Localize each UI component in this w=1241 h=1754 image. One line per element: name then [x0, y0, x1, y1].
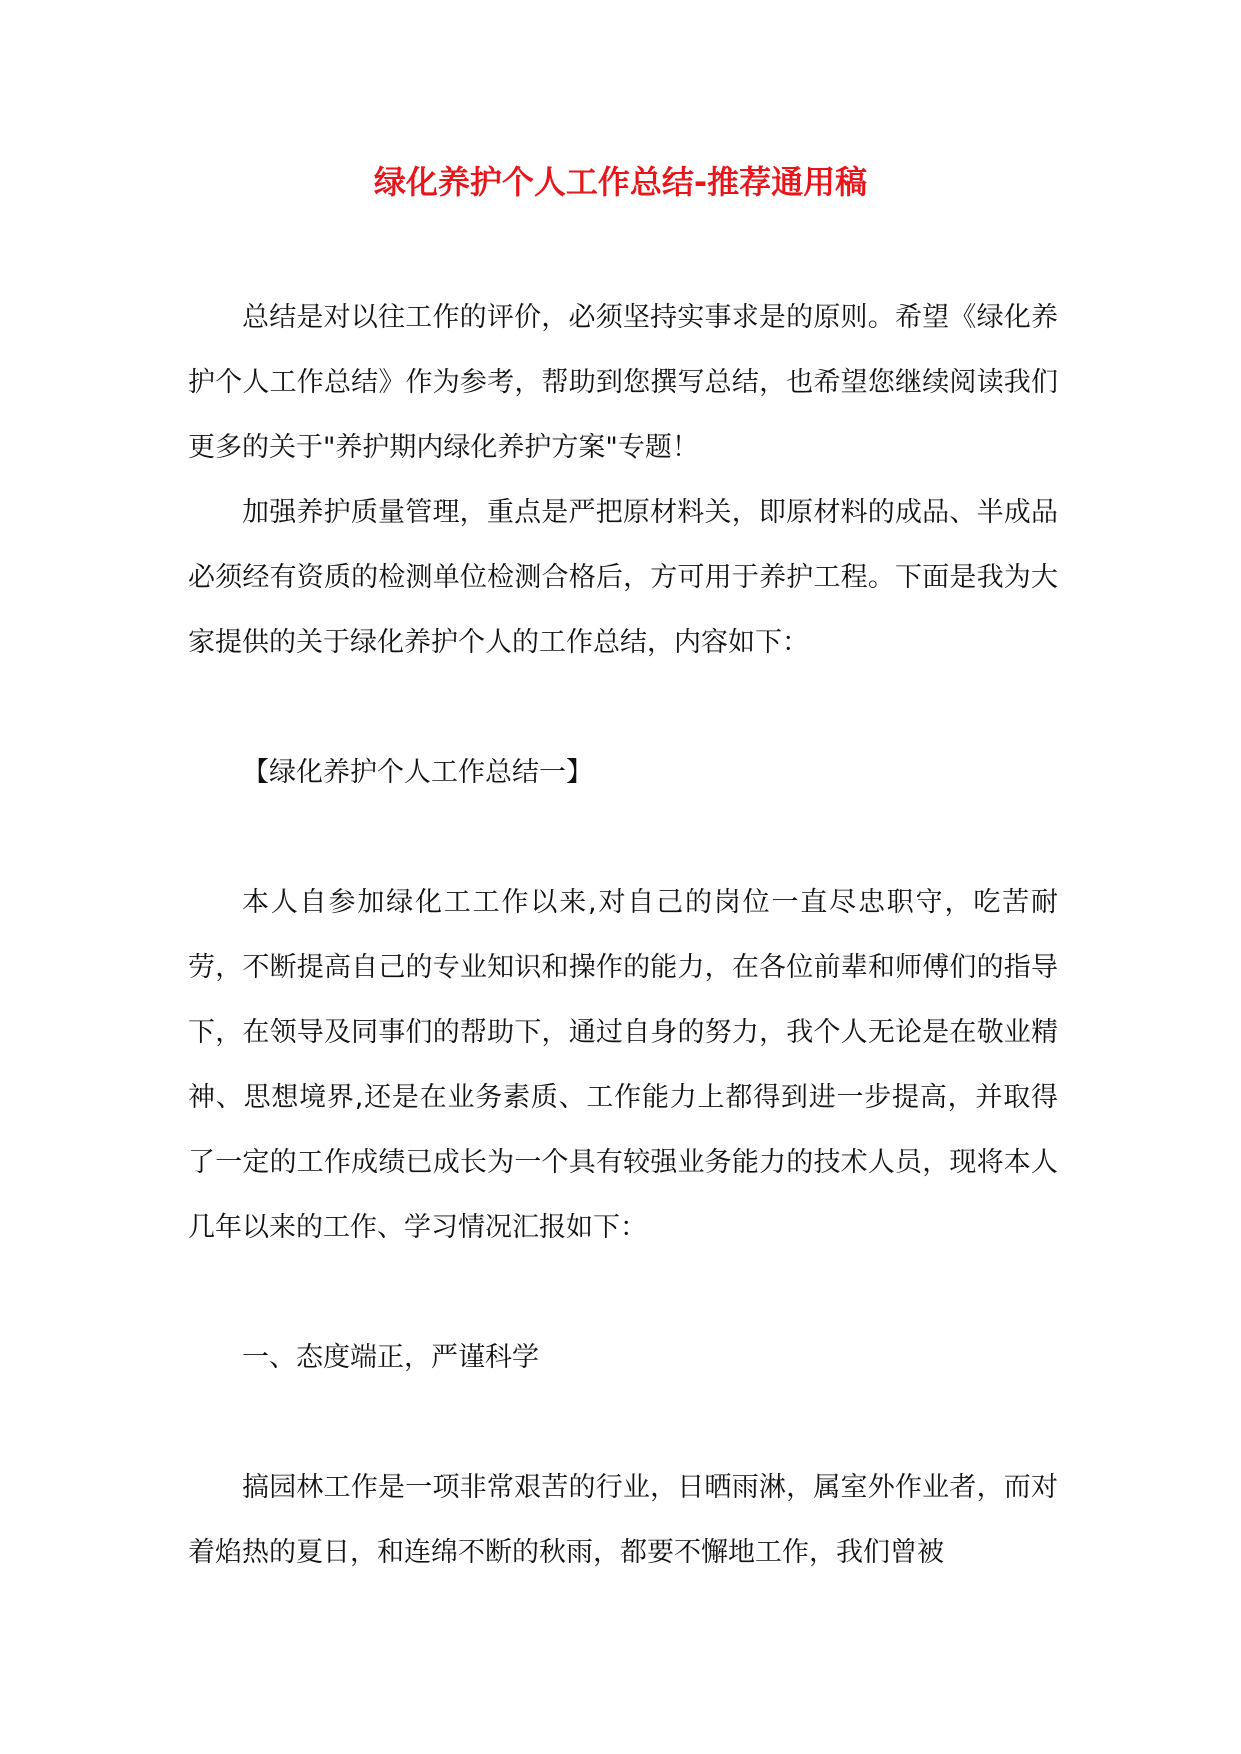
gardening-paragraph: 搞园林工作是一项非常艰苦的行业，日晒雨淋，属室外作业者，而对着焰热的夏日，和连绵不断的秋雨，都要不懈地工作，我们曾被	[188, 1472, 1058, 1568]
summary-paragraph: 本人自参加绿化工工作以来,对自己的岗位一直尽忠职守，吃苦耐劳，不断提高自己的专业知识和操作的能力，在各位前辈和师傅们的指导下，在领导及同事们的帮助下，通过自身的努力，我个人无论是在敬业精神、思想境界,还是在业务素质、工作能力上都得到进一步提高，并取得了一定的工作成绩已成长为一个具有较强业务能力的技术人员，现将本人几年以来的工作、学习情况汇报如下：	[188, 887, 1058, 1243]
blank-line	[188, 805, 1058, 870]
blank-line	[188, 1260, 1058, 1325]
subheading-attitude: 一、态度端正，严谨科学	[242, 1342, 539, 1373]
document-body	[188, 285, 1058, 1585]
section-heading: 【绿化养护个人工作总结一】	[242, 757, 593, 788]
intro-paragraph: 总结是对以往工作的评价，必须坚持实事求是的原则。希望《绿化养护个人工作总结》作为参考，帮助到您撰写总结，也希望您继续阅读我们更多的关于"养护期内绿化养护方案"专题！	[188, 302, 1058, 463]
blank-line	[188, 675, 1058, 740]
blank-line	[188, 1390, 1058, 1455]
quality-paragraph: 加强养护质量管理，重点是严把原材料关，即原材料的成品、半成品必须经有资质的检测单位检测合格后，方可用于养护工程。下面是我为大家提供的关于绿化养护个人的工作总结，内容如下：	[188, 497, 1058, 658]
document-title: 绿化养护个人工作总结-推荐通用稿	[373, 163, 868, 201]
